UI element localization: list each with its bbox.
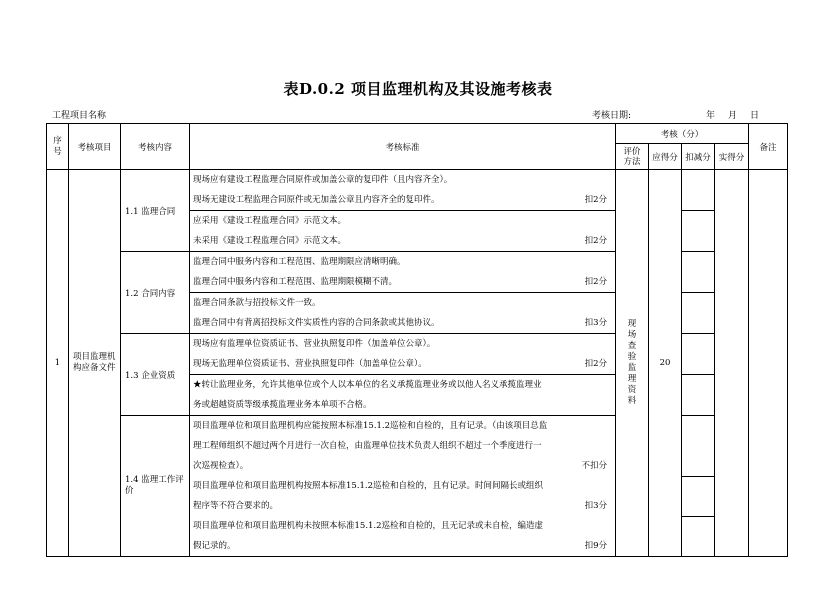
deduct-cell[interactable] [682,170,715,211]
row-due-score: 20 [649,170,682,557]
row-method: 现场查验监理资料 [616,170,649,557]
standard-3-1: 现场应有监理单位资质证书、营业执照复印件（加盖单位公章）。 现场无监理单位资质证书、营业执照复印件（加盖单位公章）。 扣2分 [190,334,616,375]
section-content-1: 1.1 监理合同 [121,170,190,252]
header-score-group: 考核（分） [616,124,749,144]
header-content: 考核内容 [121,124,190,170]
header-due: 应得分 [649,144,682,170]
standard-3-2: ★转让监理业务，允许其他单位或个人以本单位的名义承揽监理业务或以他人名义承揽监理业 务或超越资质等级承揽监理业务本单项不合格。 [190,375,616,416]
header-actual: 实得分 [715,144,749,170]
section-content-2: 1.2 合同内容 [121,252,190,334]
standard-4-2: 项目监理单位和项目监理机构按照本标准15.1.2巡检和自检的，且有记录。时间间隔长或组织 程序等不符合要求的。 扣3分 [190,476,616,516]
assessment-table [46,123,788,557]
standard-2-1: 监理合同中服务内容和工程范围、监理期限应清晰明确。 监理合同中服务内容和工程范围、监理期限模糊不清。 扣2分 [190,252,616,293]
deduct-cell[interactable] [682,375,715,416]
project-name-label: 工程项目名称 [52,111,107,121]
deduct-cell[interactable] [682,476,715,516]
date-label: 考核日期: [592,111,632,121]
section-content-3: 1.3 企业资质 [121,334,190,416]
header-method: 评价方法 [616,144,649,170]
remark-cell[interactable] [749,170,788,557]
deduct-cell[interactable] [682,516,715,557]
row-seq: 1 [47,170,69,557]
deduct-cell[interactable] [682,211,715,252]
row-item: 项目监理机构应备文件 [69,170,121,557]
header-deduct: 扣减分 [682,144,715,170]
section-content-4: 1.4 监理工作评价 [121,416,190,557]
header-standard: 考核标准 [190,124,616,170]
date-day: 日 [750,111,760,121]
actual-score-cell[interactable] [715,170,749,557]
deduct-cell[interactable] [682,252,715,293]
standard-1-1: 现场应有建设工程监理合同原件或加盖公章的复印件（且内容齐全）。 现场无建设工程监理合同原件或无加盖公章且内容齐全的复印件。 扣2分 [190,170,616,211]
page-title: 表D.0.2 项目监理机构及其设施考核表 [283,80,553,98]
deduct-cell[interactable] [682,334,715,375]
deduct-cell[interactable] [682,416,715,477]
header-remark: 备注 [749,124,788,170]
standard-2-2: 监理合同条款与招投标文件一致。 监理合同中有背离招投标文件实质性内容的合同条款或其他协议。 扣3分 [190,293,616,334]
date-month: 月 [728,111,738,121]
date-year: 年 [706,111,716,121]
header-seq: 序号 [47,124,69,170]
standard-1-2: 应采用《建设工程监理合同》示范文本。 未采用《建设工程监理合同》示范文本。 扣2分 [190,211,616,252]
header-item: 考核项目 [69,124,121,170]
standard-4-3: 项目监理单位和项目监理机构未按照本标准15.1.2巡检和自检的，且无记录或未自检，编造虚 假记录的。 扣9分 [190,516,616,557]
deduct-cell[interactable] [682,293,715,334]
standard-4-1: 项目监理单位和项目监理机构应能按照本标准15.1.2巡检和自检的，且有记录。（由该项目总监 理工程师组织不超过两个月进行一次自检，由监理单位技术负责人组织不超过一个季度进行一 次巡视检查）。 不扣分 [190,416,616,477]
